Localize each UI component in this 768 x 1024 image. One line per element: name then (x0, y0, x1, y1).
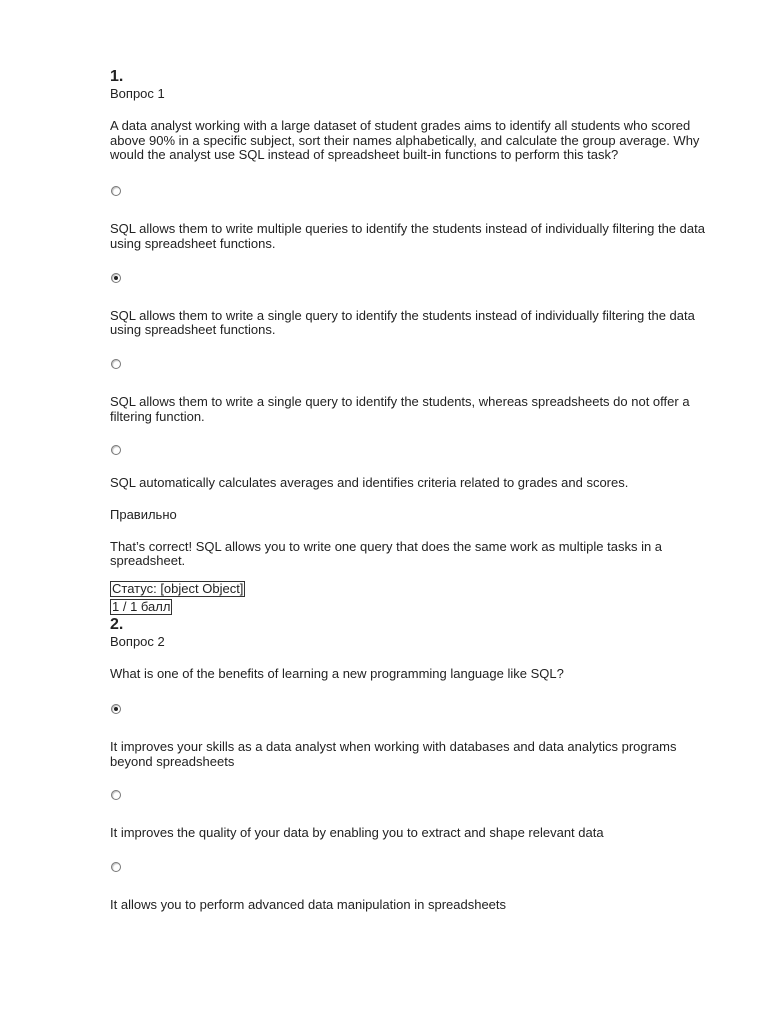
option-text: It improves the quality of your data by enabling you to extract and shape relevant data (110, 825, 604, 841)
answer-option[interactable] (110, 186, 710, 251)
question-label: Вопрос 2 (110, 634, 165, 650)
option-text: It allows you to perform advanced data manipulation in spreadsheets (110, 896, 507, 912)
question-label: Вопрос 1 (110, 86, 165, 101)
radio-button-selected[interactable] (111, 704, 121, 714)
question-text: A data analyst working with a large dataset of student grades aims to identify all students who scored above 90% in a specific subject, sort their names alphabetically, and calculate the group average. Why would the analyst use SQL instead of spreadsheet built-in functions to perform this task? (110, 118, 700, 163)
radio-button[interactable] (111, 445, 121, 455)
radio-button[interactable] (111, 790, 121, 800)
question-2 (110, 616, 710, 913)
radio-button[interactable] (111, 862, 121, 872)
feedback-text: That’s correct! SQL allows you to write one query that does the same work as multiple tasks in a spreadsheet. (110, 538, 663, 569)
option-text: SQL allows them to write multiple queries to identify the students instead of individually filtering the data using spreadsheet functions. (110, 221, 705, 251)
answer-option[interactable] (110, 862, 710, 913)
status-block (110, 580, 710, 616)
question-text: What is one of the benefits of learning a new programming language like SQL? (110, 666, 564, 682)
option-text: It improves your skills as a data analyst when working with databases and data analytics programs beyond spreadsheets (110, 738, 677, 769)
answer-option[interactable] (110, 359, 710, 424)
answer-option[interactable] (110, 704, 710, 769)
question-number: 1. (110, 68, 124, 85)
question-1 (110, 68, 710, 616)
quiz-page (110, 68, 710, 913)
answer-option[interactable] (110, 273, 710, 338)
status-badge: Статус: [object Object] (112, 581, 244, 597)
radio-button[interactable] (111, 186, 121, 196)
option-text: SQL allows them to write a single query to identify the students instead of individually filtering the data using spreadsheet functions. (110, 307, 695, 338)
radio-button-selected[interactable] (111, 273, 121, 283)
answer-option[interactable] (110, 790, 710, 841)
score-badge: 1 / 1 балл (112, 599, 171, 615)
answer-option[interactable] (110, 445, 710, 491)
result-label: Правильно (110, 507, 177, 523)
option-text: SQL automatically calculates averages and identifies criteria related to grades and scores. (110, 475, 629, 491)
radio-button[interactable] (111, 359, 121, 369)
option-text: SQL allows them to write a single query to identify the students, whereas spreadsheets do not offer a filtering function. (110, 393, 690, 424)
question-number: 2. (110, 616, 124, 634)
